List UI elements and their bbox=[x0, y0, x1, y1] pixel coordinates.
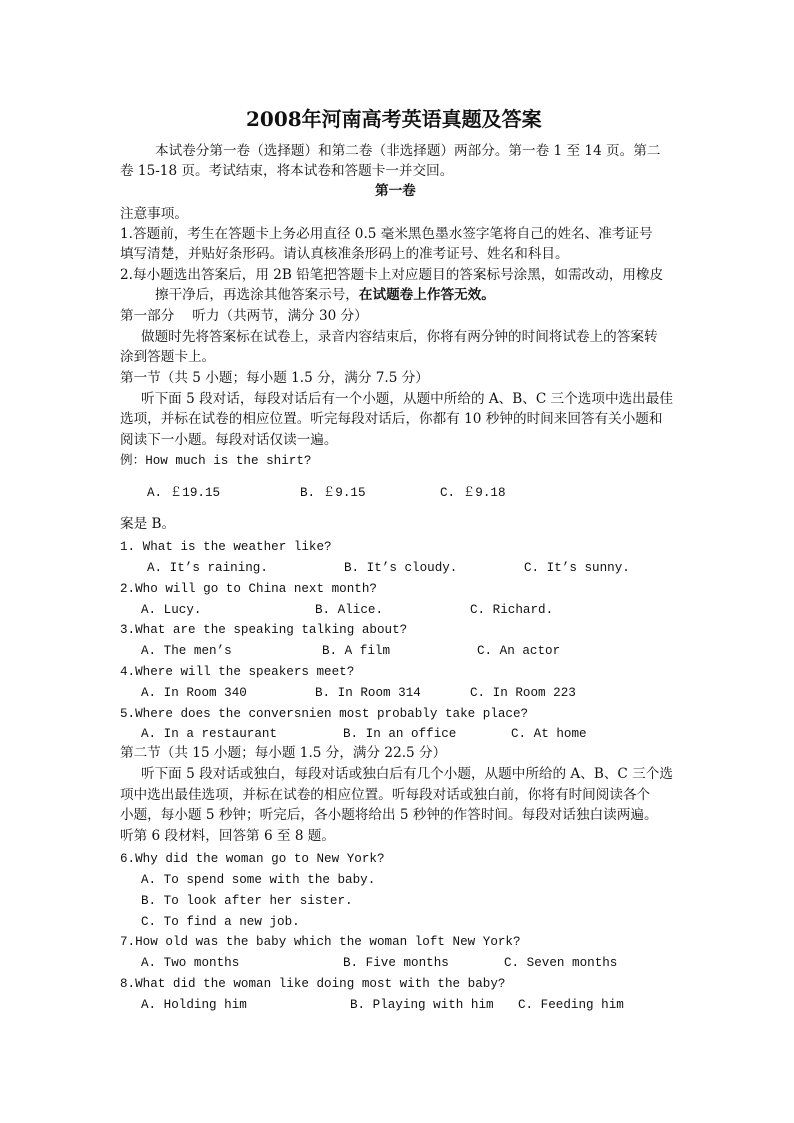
example-option-c: C. ￡9.18 bbox=[440, 486, 506, 500]
question: 1. What is the weather like? bbox=[120, 540, 332, 554]
section2-instruction: 听下面 5 段对话或独白，每段对话或独白后有几个小题，从题中所给的 A、B、C 三个选 bbox=[141, 766, 673, 782]
option-b: B. It’s cloudy. bbox=[344, 561, 458, 575]
option-a: A. In a restaurant bbox=[141, 727, 278, 741]
option-b: B. In Room 314 bbox=[315, 686, 421, 700]
note-line: 1.答题前，考生在答题卡上务必用直径 0.5 毫米黑色墨水签字笔将自己的姓名、准考证号 bbox=[120, 226, 653, 242]
option-a: A. In Room 340 bbox=[141, 686, 247, 700]
option-c: C. An actor bbox=[477, 644, 561, 658]
option-a: A. To spend some with the baby. bbox=[141, 873, 376, 887]
option-c: C. Richard. bbox=[470, 603, 554, 617]
option-b: B. Playing with him bbox=[350, 998, 494, 1012]
part1-instruction: 涂到答题卡上。 bbox=[120, 349, 216, 365]
option-c: C. At home bbox=[511, 727, 587, 741]
section2-instruction: 项中选出最佳选项，并标在试卷的相应位置。听每段对话或独白前，你将有时间阅读各个 bbox=[120, 787, 651, 803]
section1-instruction: 听下面 5 段对话，每段对话后有一个小题，从题中所给的 A、B、C 三个选项中选出最佳 bbox=[141, 391, 673, 407]
question: 5.Where does the conversnien most probably take place? bbox=[120, 707, 529, 721]
example-option-a: A. ￡19.15 bbox=[147, 486, 221, 500]
section2-instruction: 小题，每小题 5 秒钟；听完后，各小题将给出 5 秒钟的作答时间。每段对话独白读两遍。 bbox=[120, 807, 658, 823]
option-a: A. Holding him bbox=[141, 998, 247, 1012]
option-b: B. Five months bbox=[343, 956, 449, 970]
option-b: B. In an office bbox=[343, 727, 457, 741]
option-a: A. It’s raining. bbox=[147, 561, 268, 575]
example-answer: 案是 B。 bbox=[120, 516, 176, 532]
intro-line: 本试卷分第一卷（选择题）和第二卷（非选择题）两部分。第一卷 1 至 14 页。第二 bbox=[155, 143, 661, 159]
question: 7.How old was the baby which the woman loft New York? bbox=[120, 935, 521, 949]
note-line bbox=[155, 286, 495, 304]
example-option-b: B. ￡9.15 bbox=[300, 486, 366, 500]
part1-heading: 第一部分 听力（共两节，满分 30 分） bbox=[120, 308, 368, 324]
option-a: A. The men’s bbox=[141, 644, 232, 658]
note-line: 填写清楚，并贴好条形码。请认真核准条形码上的准考证号、姓名和科目。 bbox=[120, 246, 569, 262]
question: 6.Why did the woman go to New York? bbox=[120, 852, 385, 866]
part1-instruction: 做题时先将答案标在试卷上，录音内容结束后，你将有两分钟的时间将试卷上的答案转 bbox=[141, 329, 658, 345]
question: 4.Where will the speakers meet? bbox=[120, 665, 355, 679]
notes-heading: 注意事项。 bbox=[120, 206, 188, 222]
option-c: C. To find a new job. bbox=[141, 915, 300, 929]
option-b: B. To look after her sister. bbox=[141, 894, 353, 908]
option-c: C. Seven months bbox=[504, 956, 618, 970]
option-b: B. A film bbox=[322, 644, 391, 658]
section2-instruction: 听第 6 段材料，回答第 6 至 8 题。 bbox=[120, 828, 335, 844]
note-text: 擦干净后，再选涂其他答案示号， bbox=[155, 287, 359, 303]
section1-instruction: 选项，并标在试卷的相应位置。听完每段对话后，你都有 10 秒钟的时间来回答有关小题和 bbox=[120, 411, 663, 427]
section1-instruction: 阅读下一小题。每段对话仅读一遍。 bbox=[120, 432, 338, 448]
intro-line: 卷 15-18 页。考试结束，将本试卷和答题卡一并交回。 bbox=[120, 163, 454, 179]
question: 8.What did the woman like doing most with the baby? bbox=[120, 977, 506, 991]
section1-heading: 第一节（共 5 小题；每小题 1.5 分，满分 7.5 分） bbox=[120, 370, 429, 386]
note-line: 2.每小题选出答案后，用 2B 铅笔把答题卡上对应题目的答案标号涂黑，如需改动，用橡皮 bbox=[120, 267, 664, 283]
option-b: B. Alice. bbox=[315, 603, 384, 617]
option-c: C. It’s sunny. bbox=[524, 561, 630, 575]
option-c: C. Feeding him bbox=[518, 998, 624, 1012]
document-title: 2008年河南高考英语真题及答案 bbox=[246, 107, 542, 131]
example-question: 例：How much is the shirt? bbox=[120, 454, 312, 468]
volume-heading: 第一卷 bbox=[375, 183, 416, 199]
option-a: A. Lucy. bbox=[141, 603, 202, 617]
question: 2.Who will go to China next month? bbox=[120, 582, 377, 596]
option-a: A. Two months bbox=[141, 956, 240, 970]
section2-heading: 第二节（共 15 小题；每小题 1.5 分，满分 22.5 分） bbox=[120, 745, 447, 761]
note-emphasis: 在试题卷上作答无效。 bbox=[358, 287, 495, 303]
option-c: C. In Room 223 bbox=[470, 686, 576, 700]
question: 3.What are the speaking talking about? bbox=[120, 623, 408, 637]
